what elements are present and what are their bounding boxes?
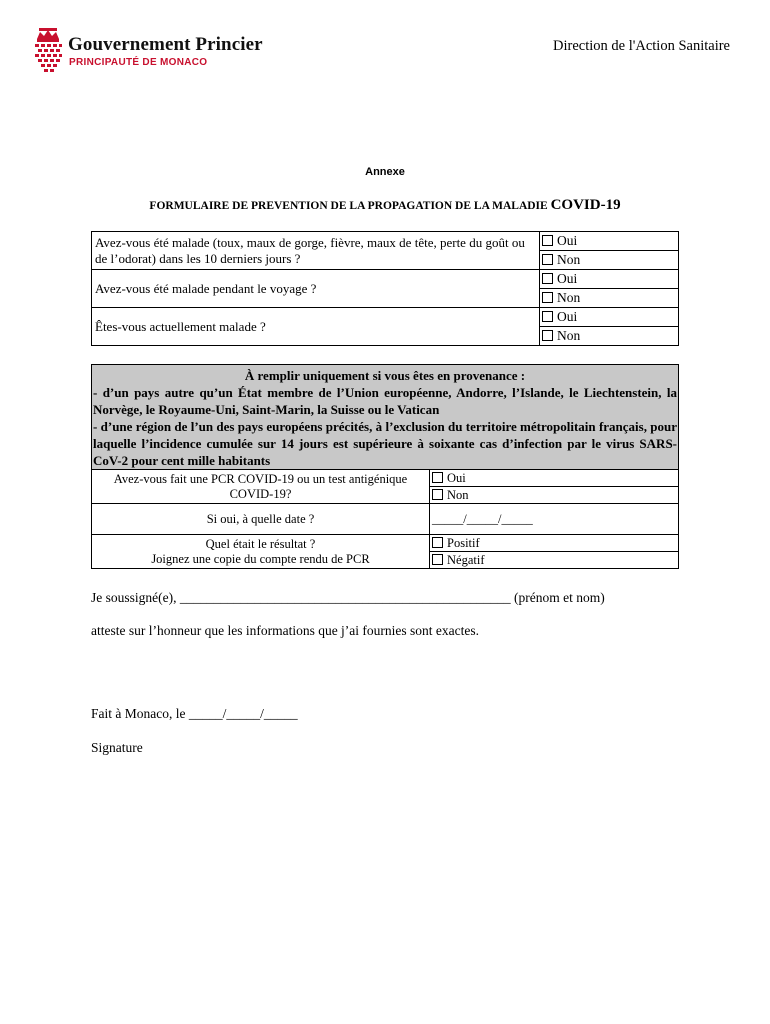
table-row [92, 535, 679, 552]
health-questions-table [91, 231, 679, 346]
checkbox-icon[interactable] [542, 273, 553, 284]
checkbox-icon[interactable] [432, 472, 443, 483]
pcr-date-field[interactable]: _____/_____/_____ [430, 504, 679, 535]
checkbox-icon[interactable] [432, 489, 443, 500]
option-label: Oui [557, 233, 578, 248]
table-row [92, 504, 679, 535]
option-label: Négatif [447, 552, 485, 567]
option-label: Oui [557, 271, 578, 286]
signature-label: Signature [91, 740, 143, 755]
option-pcr-non[interactable] [430, 487, 679, 504]
annexe-label: Annexe [365, 166, 405, 178]
option-result-negatif[interactable] [430, 552, 679, 569]
result-note: Joignez une copie du compte rendu de PCR [151, 551, 370, 566]
option-q3-non[interactable] [540, 327, 679, 346]
option-pcr-oui[interactable] [430, 470, 679, 487]
attestation-text: atteste sur l’honneur que les informations que j’ai fournies sont exactes. [91, 623, 480, 638]
pcr-result-question [92, 535, 430, 569]
table-row [92, 365, 679, 470]
option-q2-non[interactable] [540, 289, 679, 308]
result-question-label: Quel était le résultat ? [205, 536, 316, 551]
checkbox-icon[interactable] [542, 292, 553, 303]
department-name: Direction de l'Action Sanitaire [553, 38, 730, 54]
checkbox-icon[interactable] [432, 554, 443, 565]
government-title: Gouvernement Princier [68, 34, 263, 55]
pcr-question: Avez-vous fait une PCR COVID-19 ou un test antigénique COVID-19? [92, 470, 430, 504]
option-label: Oui [447, 470, 466, 485]
option-label: Non [557, 328, 581, 343]
checkbox-icon[interactable] [542, 254, 553, 265]
question-3: Êtes-vous actuellement malade ? [92, 308, 540, 346]
form-title-covid: COVID-19 [550, 197, 621, 213]
form-title-main: FORMULAIRE DE PREVENTION DE LA PROPAGATION DE LA MALADIE [149, 200, 548, 212]
option-result-positif[interactable] [430, 535, 679, 552]
option-label: Non [447, 487, 469, 502]
table-row [92, 308, 679, 327]
question-2: Avez-vous été malade pendant le voyage ? [92, 270, 540, 308]
option-label: Oui [557, 309, 578, 324]
undersigned-line[interactable]: Je soussigné(e), _________________________________________________ (prénom et nom) [91, 590, 605, 605]
table-row [92, 270, 679, 289]
provenance-banner [92, 365, 679, 470]
option-q1-oui[interactable] [540, 232, 679, 251]
pcr-date-question: Si oui, à quelle date ? [92, 504, 430, 535]
option-label: Positif [447, 535, 480, 550]
checkbox-icon[interactable] [542, 235, 553, 246]
option-q3-oui[interactable] [540, 308, 679, 327]
option-label: Non [557, 252, 581, 267]
option-q2-oui[interactable] [540, 270, 679, 289]
provenance-heading: À remplir uniquement si vous êtes en provenance : [244, 368, 526, 383]
checkbox-icon[interactable] [542, 311, 553, 322]
checkbox-icon[interactable] [542, 330, 553, 341]
option-label: Non [557, 290, 581, 305]
place-date-line[interactable]: Fait à Monaco, le _____/_____/_____ [91, 706, 298, 721]
form-title [0, 197, 770, 214]
table-row [92, 232, 679, 251]
monaco-crown-crest-icon [33, 28, 63, 74]
provenance-item-2: - d’une région de l’un des pays européens précités, à l’exclusion du territoire métropolitain français, pour laquelle l’incidence cumulée sur 14 jours est supérieure à soixante cas d’infection par le virus SARS-CoV-2 pour cent mille habitants [93, 419, 677, 468]
provenance-table [91, 364, 679, 569]
table-row [92, 470, 679, 487]
checkbox-icon[interactable] [432, 537, 443, 548]
question-1: Avez-vous été malade (toux, maux de gorge, fièvre, maux de tête, perte du goût ou de l’odorat) dans les 10 derniers jours ? [92, 232, 540, 270]
principality-subtitle: PRINCIPAUTÉ DE MONACO [69, 57, 208, 68]
option-q1-non[interactable] [540, 251, 679, 270]
provenance-item-1: - d’un pays autre qu’un État membre de l’Union européenne, Andorre, l’Islande, le Liechtenstein, la Norvège, le Royaume-Uni, Saint-Marin, la Suisse ou le Vatican [93, 385, 677, 417]
